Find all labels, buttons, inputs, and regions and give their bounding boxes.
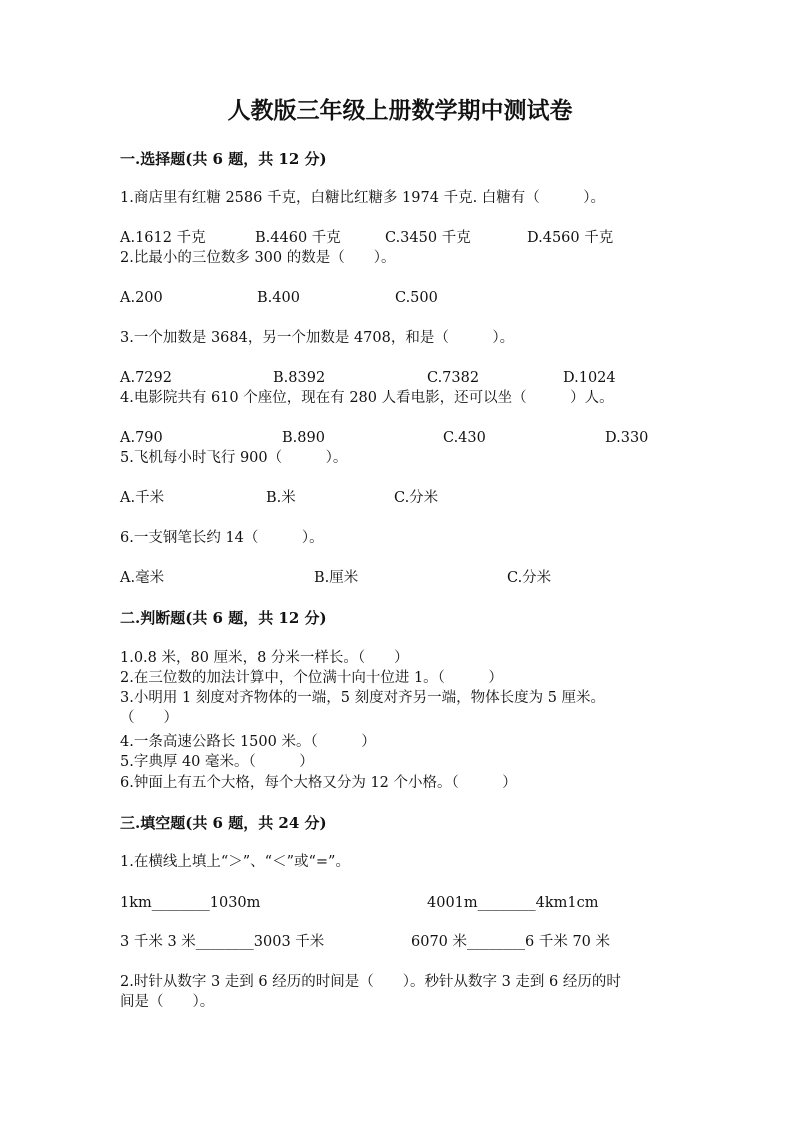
section-heading-choice: 一.选择题(共 6 题，共 12 分): [120, 150, 327, 168]
judge-item: 2.在三位数的加法计算中，个位满十向十位进 1。（ ）: [120, 670, 503, 686]
page-title: 人教版三年级上册数学期中测试卷: [227, 97, 573, 124]
fill-question-2: 2.时针从数字 3 走到 6 经历的时间是（ ）。秒针从数字 3 走到 6 经历的时: [120, 974, 621, 990]
option-b: B.890: [282, 430, 325, 446]
compare-item: 4001m________4km1cm: [427, 895, 599, 911]
option-c: C.430: [443, 430, 486, 446]
compare-item: 6070 米________6 千米 70 米: [411, 934, 611, 950]
judge-item-bracket: （ ）: [120, 710, 178, 726]
option-a: A.7292: [120, 370, 172, 386]
option-a: A.790: [120, 430, 163, 446]
section-heading-fill: 三.填空题(共 6 题，共 24 分): [120, 814, 327, 832]
option-d: D.4560 千克: [527, 230, 614, 246]
option-b: B.4460 千克: [255, 230, 341, 246]
option-d: D.1024: [563, 370, 616, 386]
question-3: 3.一个加数是 3684，另一个加数是 4708，和是（ ）。: [120, 330, 515, 346]
option-a: A.毫米: [120, 570, 165, 586]
option-c: C.500: [395, 290, 438, 306]
judge-item: 1.0.8 米，80 厘米，8 分米一样长。（ ）: [120, 650, 409, 666]
option-c: C.3450 千克: [385, 230, 471, 246]
compare-item: 3 千米 3 米________3003 千米: [120, 934, 325, 950]
option-c: C.7382: [427, 370, 480, 386]
option-b: B.厘米: [314, 570, 359, 586]
option-a: A.200: [120, 290, 163, 306]
question-5: 5.飞机每小时飞行 900（ ）。: [120, 450, 348, 466]
option-a: A.1612 千克: [120, 230, 206, 246]
judge-item: 3.小明用 1 刻度对齐物体的一端，5 刻度对齐另一端，物体长度为 5 厘米。: [120, 690, 606, 706]
option-d: D.330: [605, 430, 649, 446]
question-4: 4.电影院共有 610 个座位，现在有 280 人看电影，还可以坐（ ）人。: [120, 390, 614, 406]
question-2: 2.比最小的三位数多 300 的数是（ ）。: [120, 250, 396, 266]
fill-question-1: 1.在横线上填上“＞”、“＜”或“=”。: [120, 854, 350, 870]
section-heading-judge: 二.判断题(共 6 题，共 12 分): [120, 609, 327, 627]
option-c: C.分米: [394, 490, 439, 506]
compare-item: 1km________1030m: [120, 895, 261, 911]
judge-item: 5.字典厚 40 毫米。（ ）: [120, 754, 314, 770]
question-1: 1.商店里有红糖 2586 千克，白糖比红糖多 1974 千克. 白糖有（ ）。: [120, 190, 606, 206]
option-b: B.米: [266, 490, 296, 506]
judge-item: 6.钟面上有五个大格，每个大格又分为 12 个小格。（ ）: [120, 775, 517, 791]
option-a: A.千米: [120, 490, 165, 506]
option-b: B.400: [257, 290, 300, 306]
judge-item: 4.一条高速公路长 1500 米。（ ）: [120, 734, 376, 750]
fill-question-2-cont: 间是（ ）。: [120, 994, 215, 1010]
question-6: 6.一支钢笔长约 14（ ）。: [120, 530, 324, 546]
option-b: B.8392: [273, 370, 326, 386]
option-c: C.分米: [507, 570, 552, 586]
